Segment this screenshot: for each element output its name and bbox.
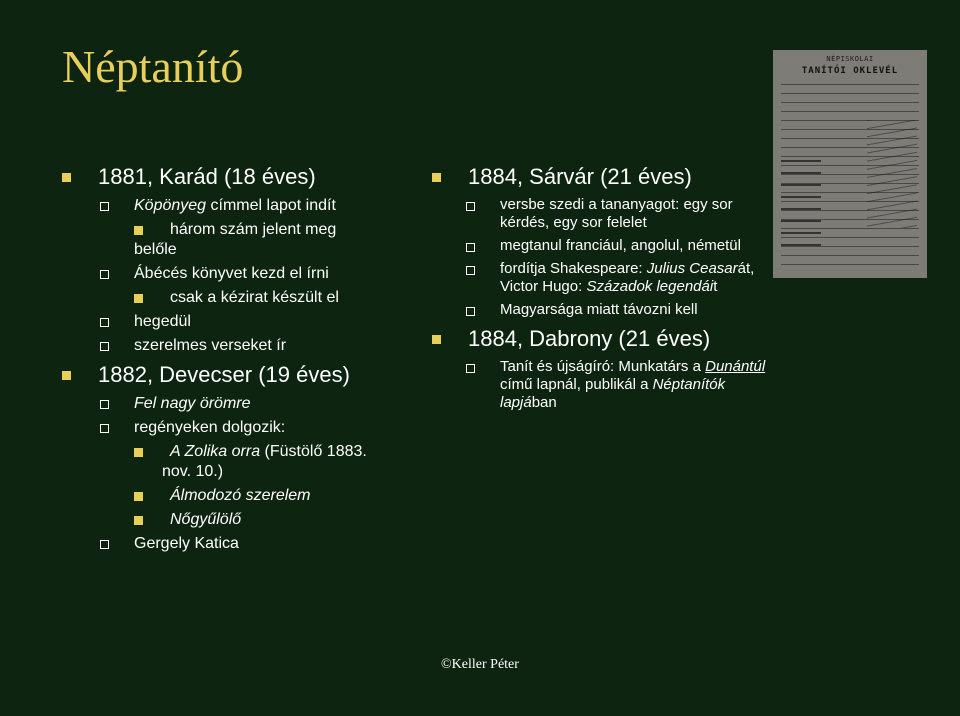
square-bullet-icon xyxy=(134,516,143,525)
hollow-square-bullet-icon xyxy=(100,400,109,409)
list-item: A Zolika orra (Füstölő 1883. xyxy=(62,442,422,462)
right-column xyxy=(432,166,772,417)
square-bullet-icon xyxy=(134,226,143,235)
diploma-signatures xyxy=(867,120,917,228)
hollow-square-bullet-icon xyxy=(466,266,475,275)
list-item: Ábécés könyvet kezd el írni xyxy=(62,264,422,284)
left-column xyxy=(62,166,422,558)
list-item: 1884, Sárvár (21 éves) xyxy=(432,166,772,188)
list-item: csak a kézirat készült el xyxy=(62,288,422,308)
square-bullet-icon xyxy=(134,492,143,501)
list-item: Fel nagy örömre xyxy=(62,394,422,414)
hollow-square-bullet-icon xyxy=(100,342,109,351)
list-item: versbe szedi a tananyagot: egy sor kérdés, egy sor felelet xyxy=(432,196,772,232)
diploma-photo xyxy=(773,50,927,278)
list-item: hegedül xyxy=(62,312,422,332)
hollow-square-bullet-icon xyxy=(100,270,109,279)
hollow-square-bullet-icon xyxy=(100,318,109,327)
list-item: Magyarsága miatt távozni kell xyxy=(432,301,772,319)
list-item: három szám jelent meg xyxy=(62,220,422,240)
diploma-header-small: NÉPISKOLAI xyxy=(826,55,874,63)
list-item: megtanul franciául, angolul, németül xyxy=(432,237,772,255)
list-item: fordítja Shakespeare: Julius Ceasarát, Victor Hugo: Századok legendáit xyxy=(432,260,772,296)
list-item: Nőgyűlölő xyxy=(62,510,422,530)
hollow-square-bullet-icon xyxy=(466,307,475,316)
hollow-square-bullet-icon xyxy=(100,540,109,549)
list-item: Álmodozó szerelem xyxy=(62,486,422,506)
list-item: 1881, Karád (18 éves) xyxy=(62,166,422,188)
square-bullet-icon xyxy=(134,448,143,457)
list-item: Gergely Katica xyxy=(62,534,422,554)
list-item-continuation: belőle xyxy=(134,241,177,258)
list-item: szerelmes verseket ír xyxy=(62,336,422,356)
square-bullet-icon xyxy=(62,173,71,182)
hollow-square-bullet-icon xyxy=(466,364,475,373)
copyright-footer: ©Keller Péter xyxy=(441,657,519,672)
slide-title: Néptanító xyxy=(62,41,244,92)
square-bullet-icon xyxy=(62,371,71,380)
diploma-column-lines xyxy=(781,160,821,248)
list-item: 1882, Devecser (19 éves) xyxy=(62,364,422,386)
hollow-square-bullet-icon xyxy=(466,202,475,211)
square-bullet-icon xyxy=(134,294,143,303)
list-item: Tanít és újságíró: Munkatárs a Dunántúl című lapnál, publikál a Néptanítók lapjában xyxy=(432,358,772,412)
diploma-header: TANÍTÓI OKLEVÉL xyxy=(801,66,899,76)
list-item: regényeken dolgozik: xyxy=(62,418,422,438)
list-item: 1884, Dabrony (21 éves) xyxy=(432,328,772,350)
list-item: Köpönyeg címmel lapot indít xyxy=(62,196,422,216)
hollow-square-bullet-icon xyxy=(466,243,475,252)
hollow-square-bullet-icon xyxy=(100,424,109,433)
hollow-square-bullet-icon xyxy=(100,202,109,211)
list-item-continuation: nov. 10.) xyxy=(162,463,224,480)
square-bullet-icon xyxy=(432,173,441,182)
square-bullet-icon xyxy=(432,335,441,344)
